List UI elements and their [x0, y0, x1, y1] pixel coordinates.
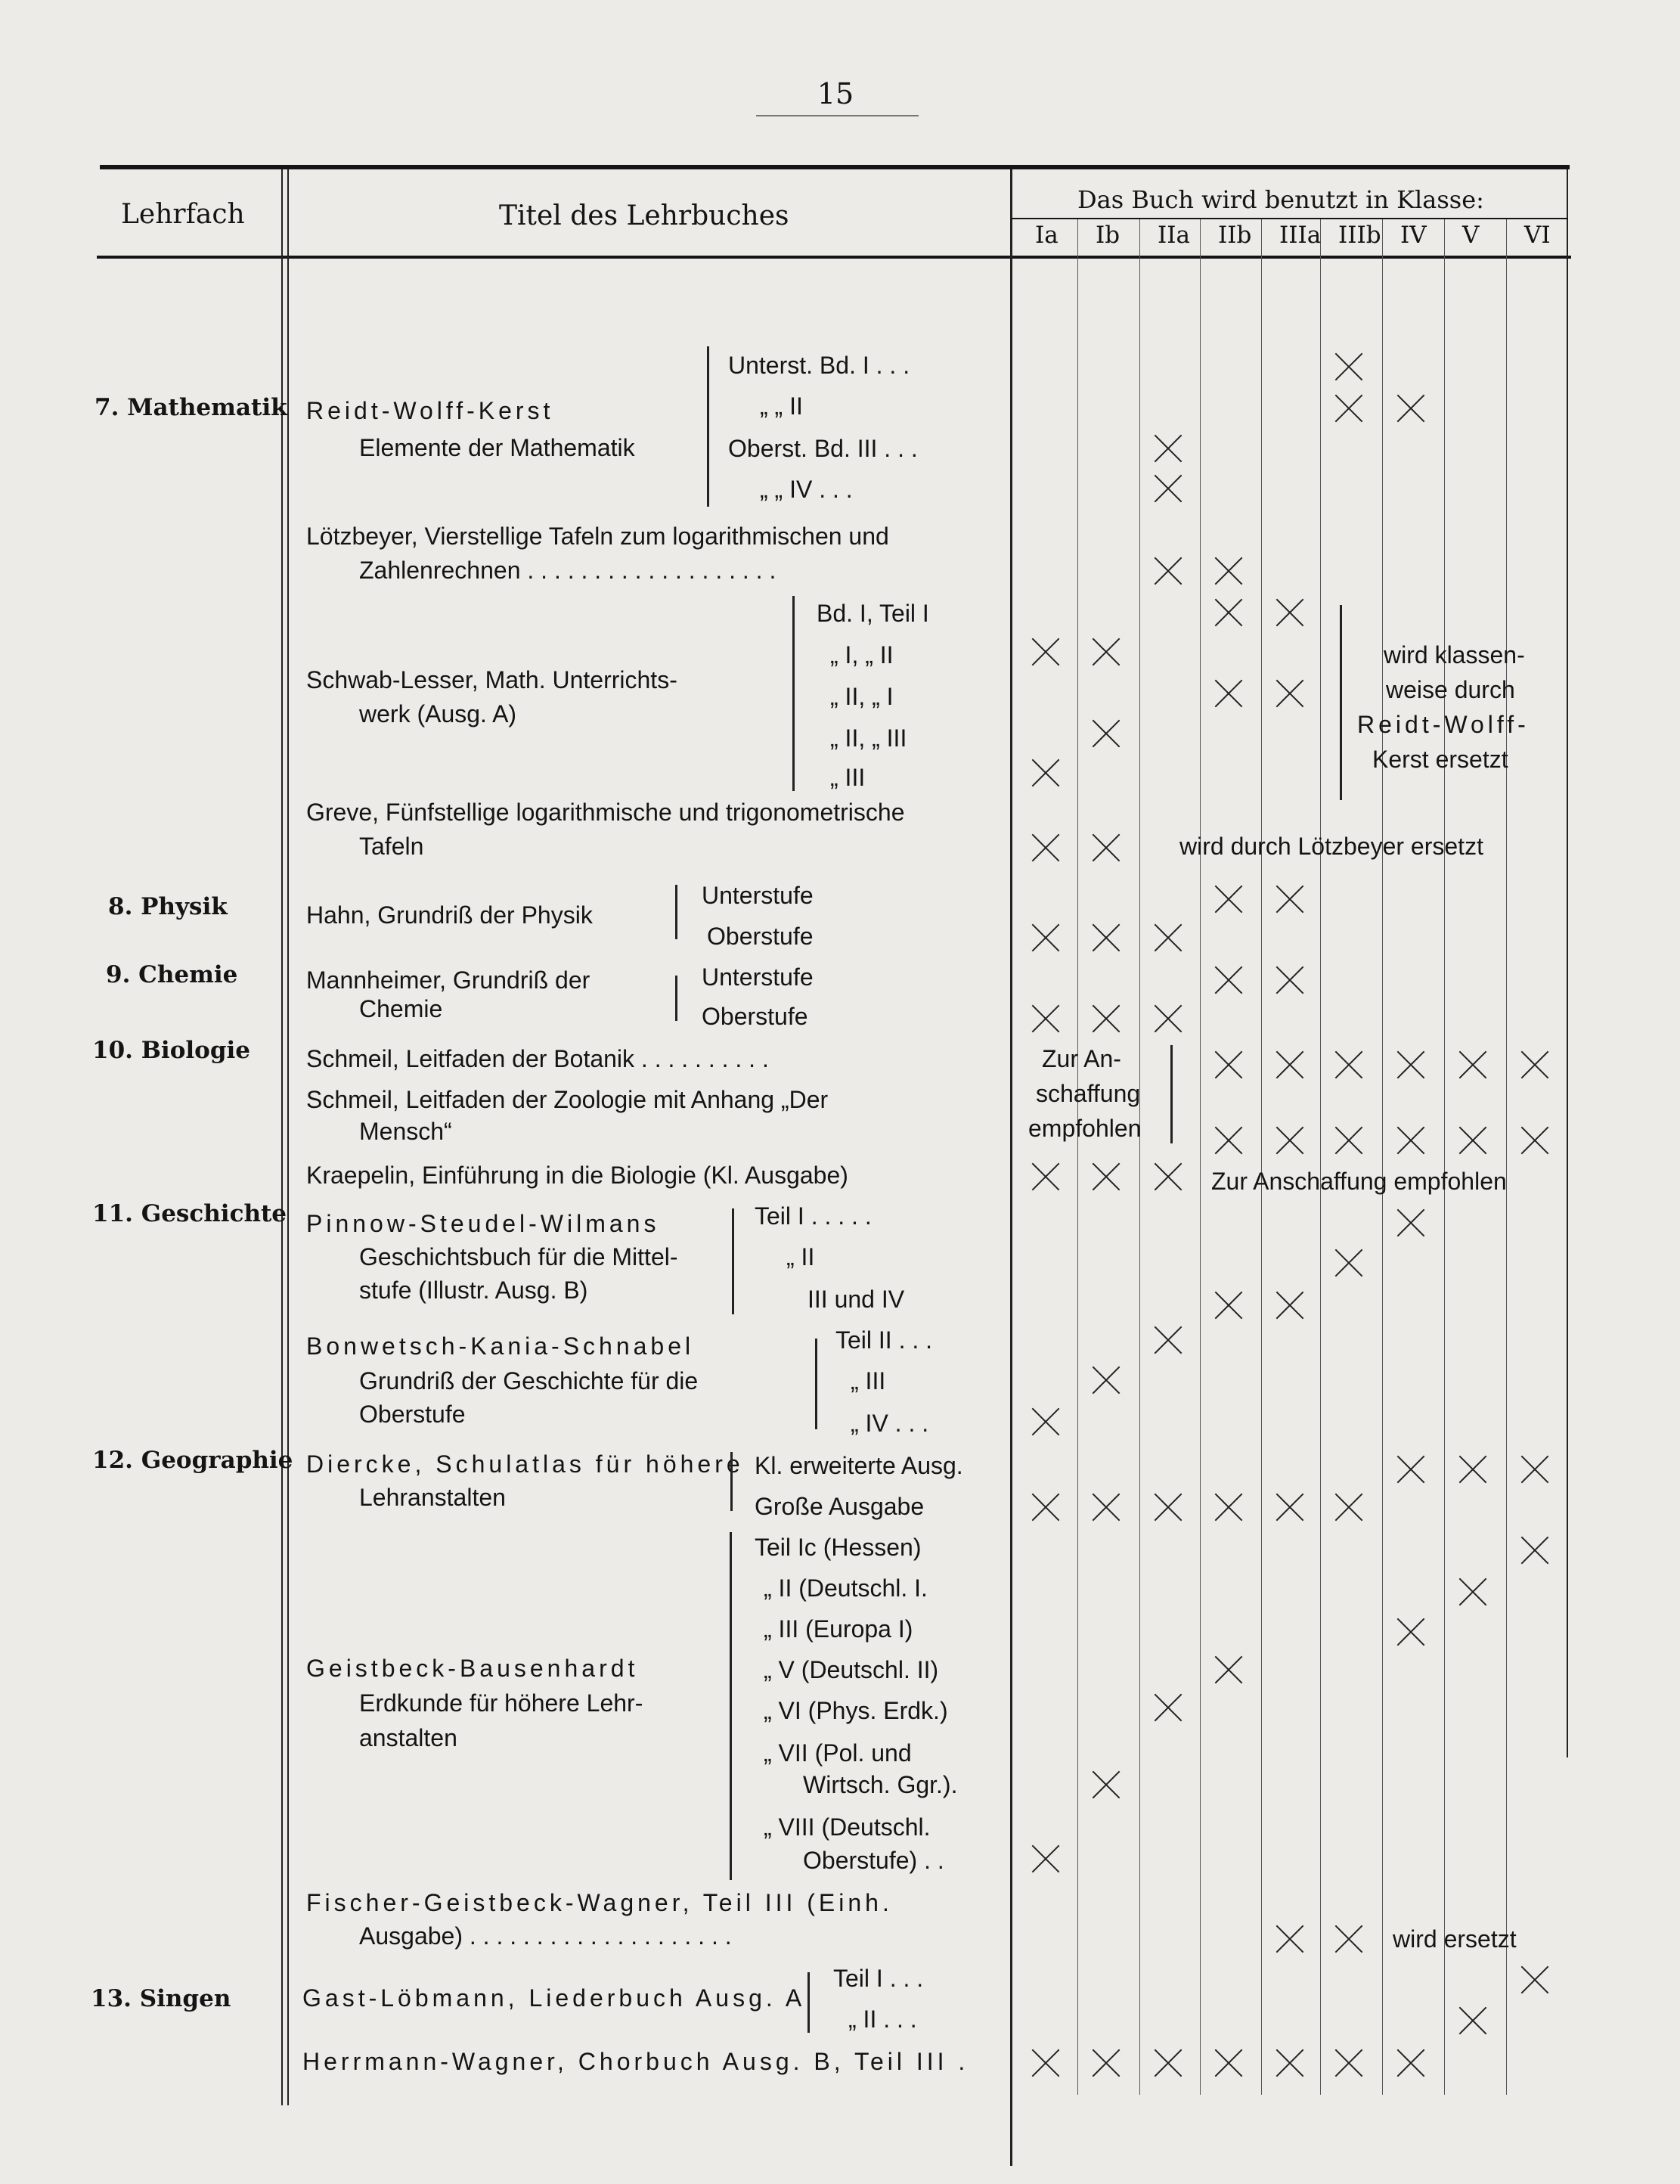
note: Zur An- — [1042, 1045, 1121, 1072]
class-mark — [1091, 2048, 1121, 2078]
class-mark — [1458, 2006, 1488, 2036]
class-mark — [1031, 2048, 1061, 2078]
brace — [732, 1208, 734, 1314]
class-mark — [1031, 1162, 1061, 1192]
class-mark — [1091, 1004, 1121, 1034]
book-part: Teil I . . . — [833, 1965, 924, 1992]
class-mark — [1091, 833, 1121, 863]
class-column-rule — [1200, 219, 1201, 2095]
class-label-VI: VI — [1524, 222, 1551, 249]
book-title: Zahlenrechnen . . . . . . . . . . . . . . . . . . . — [359, 557, 776, 584]
book-part: „ II (Deutschl. I. — [764, 1574, 928, 1602]
page-number-rule — [756, 115, 919, 116]
class-mark — [1214, 1492, 1244, 1522]
book-title: anstalten — [359, 1724, 457, 1751]
class-mark — [1214, 1050, 1244, 1080]
class-mark — [1520, 1050, 1550, 1080]
book-part: „ „ IV . . . — [760, 476, 853, 503]
note: Zur Anschaffung empfohlen — [1211, 1168, 1507, 1195]
class-mark — [1091, 637, 1121, 667]
class-mark — [1153, 1162, 1183, 1192]
book-part: „ II . . . — [848, 2006, 917, 2033]
brace — [675, 885, 677, 939]
book-part: Kl. erweiterte Ausg. — [755, 1452, 963, 1479]
book-title: Geistbeck-Bausenhardt — [306, 1655, 639, 1682]
class-mark — [1520, 1125, 1550, 1156]
class-mark — [1214, 1290, 1244, 1320]
brace — [1332, 605, 1342, 800]
class-mark — [1091, 1365, 1121, 1395]
header-bottom-rule — [97, 256, 1571, 259]
class-column-rule — [1320, 219, 1321, 2095]
book-title: Geschichtsbuch für die Mittel- — [359, 1243, 678, 1270]
subject-singing: 13. Singen — [91, 1985, 231, 2012]
class-mark — [1275, 1290, 1305, 1320]
book-title: Elemente der Mathematik — [359, 434, 635, 461]
note: empfohlen — [1028, 1115, 1142, 1142]
class-mark — [1091, 1162, 1121, 1192]
brace — [707, 346, 709, 507]
class-mark — [1396, 2048, 1426, 2078]
class-mark — [1153, 1692, 1183, 1723]
book-part: „ VI (Phys. Erdk.) — [764, 1697, 948, 1724]
class-mark — [1214, 884, 1244, 914]
subject-math: 7. Mathematik — [95, 394, 287, 421]
class-column-rule — [1506, 219, 1507, 2095]
class-label-V: V — [1462, 222, 1480, 249]
class-mark — [1334, 1924, 1364, 1954]
book-title: werk (Ausg. A) — [359, 700, 517, 727]
book-part: Große Ausgabe — [755, 1493, 925, 1520]
class-label-IIa: IIa — [1158, 222, 1190, 249]
class-mark — [1396, 1208, 1426, 1238]
class-column-rule — [1139, 219, 1140, 2095]
brace — [815, 1339, 817, 1429]
class-mark — [1214, 1655, 1244, 1685]
brace — [1163, 1045, 1173, 1143]
note: Reidt-Wolff- — [1357, 711, 1530, 738]
class-mark — [1520, 1535, 1550, 1565]
class-mark — [1031, 923, 1061, 953]
table-top-rule — [100, 165, 1570, 169]
book-part: „ I, „ II — [830, 641, 894, 669]
book-part: Oberst. Bd. III . . . — [728, 435, 918, 462]
subject-geography: 12. Geographie — [92, 1447, 293, 1474]
class-mark — [1153, 923, 1183, 953]
book-title: Herrmann-Wagner, Chorbuch Ausg. B, Teil III . — [302, 2048, 969, 2075]
book-part: „ III — [851, 1367, 886, 1394]
column-rule — [1567, 169, 1568, 1757]
header-subject: Lehrfach — [121, 199, 245, 230]
class-mark — [1458, 1050, 1488, 1080]
class-mark — [1334, 1125, 1364, 1156]
book-part: „ VII (Pol. und — [764, 1739, 912, 1767]
class-mark — [1214, 965, 1244, 995]
class-mark — [1334, 1050, 1364, 1080]
column-rule — [287, 169, 289, 2105]
class-mark — [1396, 393, 1426, 423]
book-title: Greve, Fünfstellige logarithmische und trigonometrische — [306, 799, 905, 826]
class-mark — [1334, 1248, 1364, 1278]
class-mark — [1031, 758, 1061, 788]
note: wird durch Lötzbeyer ersetzt — [1179, 833, 1483, 860]
book-title: Grundriß der Geschichte für die — [359, 1367, 699, 1394]
class-mark — [1091, 1492, 1121, 1522]
class-mark — [1275, 1924, 1305, 1954]
class-mark — [1091, 718, 1121, 749]
class-column-rule — [1261, 219, 1262, 2095]
book-title: Reidt-Wolff-Kerst — [306, 397, 554, 424]
class-mark — [1275, 965, 1305, 995]
class-mark — [1031, 637, 1061, 667]
note: Kerst ersetzt — [1372, 746, 1508, 773]
class-mark — [1396, 1617, 1426, 1647]
book-title: Oberstufe — [359, 1401, 466, 1428]
class-mark — [1275, 884, 1305, 914]
class-mark — [1275, 1125, 1305, 1156]
class-label-IIIa: IIIa — [1279, 222, 1322, 249]
brace — [792, 596, 795, 791]
class-column-rule — [1077, 219, 1078, 2095]
class-mark — [1214, 2048, 1244, 2078]
book-title: Schmeil, Leitfaden der Zoologie mit Anhang „Der — [306, 1086, 829, 1113]
book-title: Pinnow-Steudel-Wilmans — [306, 1210, 660, 1237]
book-part: „ IV . . . — [851, 1410, 929, 1437]
class-mark — [1091, 923, 1121, 953]
book-part: „ III — [830, 764, 866, 791]
class-mark — [1520, 1965, 1550, 1995]
book-part: Bd. I, Teil I — [817, 600, 929, 627]
class-mark — [1520, 1454, 1550, 1484]
note: wird ersetzt — [1393, 1925, 1517, 1953]
book-title: stufe (Illustr. Ausg. B) — [359, 1277, 588, 1304]
class-mark — [1031, 1004, 1061, 1034]
book-title: Lötzbeyer, Vierstellige Tafeln zum logarithmischen und — [306, 523, 889, 550]
class-column-rule — [1382, 219, 1383, 2095]
book-part: Oberstufe — [707, 923, 814, 950]
subject-history: 11. Geschichte — [92, 1200, 287, 1227]
book-part: „ VIII (Deutschl. — [764, 1813, 931, 1841]
class-label-IIIb: IIIb — [1338, 222, 1381, 249]
book-part: „ II, „ I — [830, 683, 894, 710]
class-mark — [1275, 678, 1305, 709]
book-title: Chemie — [359, 995, 443, 1022]
class-mark — [1334, 352, 1364, 382]
book-part: Unterstufe — [702, 963, 814, 991]
class-label-Ib: Ib — [1096, 222, 1121, 249]
book-title: Gast-Löbmann, Liederbuch Ausg. A — [302, 1984, 806, 2012]
class-label-IV: IV — [1400, 222, 1427, 249]
book-part: Unterst. Bd. I . . . — [728, 352, 910, 379]
book-part: „ II — [786, 1243, 815, 1270]
subject-chemistry: 9. Chemie — [106, 961, 238, 988]
class-header-rule — [1012, 218, 1568, 219]
book-part: Teil II . . . — [835, 1326, 933, 1354]
class-mark — [1153, 473, 1183, 504]
book-title: Tafeln — [359, 833, 424, 860]
book-title: Kraepelin, Einführung in die Biologie (Kl. Ausgabe) — [306, 1162, 848, 1189]
class-mark — [1153, 556, 1183, 586]
class-mark — [1334, 1492, 1364, 1522]
class-mark — [1153, 1325, 1183, 1355]
class-mark — [1214, 678, 1244, 709]
book-title: Lehranstalten — [359, 1484, 506, 1511]
book-part: „ V (Deutschl. II) — [764, 1656, 939, 1683]
book-title: Erdkunde für höhere Lehr- — [359, 1689, 643, 1717]
note: wird klassen- — [1384, 641, 1525, 669]
book-part: Teil I . . . . . — [755, 1202, 872, 1230]
class-mark — [1396, 1050, 1426, 1080]
class-mark — [1334, 393, 1364, 423]
class-mark — [1214, 556, 1244, 586]
book-title: Bonwetsch-Kania-Schnabel — [306, 1332, 695, 1360]
class-mark — [1031, 1492, 1061, 1522]
class-mark — [1275, 1492, 1305, 1522]
class-mark — [1031, 1407, 1061, 1437]
book-part: Teil Ic (Hessen) — [755, 1534, 922, 1561]
book-title: Diercke, Schulatlas für höhere — [306, 1450, 744, 1478]
class-label-Ia: Ia — [1035, 222, 1059, 249]
brace — [675, 976, 677, 1021]
class-mark — [1396, 1454, 1426, 1484]
class-mark — [1214, 1125, 1244, 1156]
book-part: Oberstufe — [702, 1003, 808, 1030]
class-label-IIb: IIb — [1218, 222, 1252, 249]
class-mark — [1091, 1770, 1121, 1800]
column-rule — [1010, 169, 1012, 2166]
class-mark — [1458, 1125, 1488, 1156]
book-part: Oberstufe) . . — [803, 1847, 944, 1874]
header-title: Titel des Lehrbuches — [499, 200, 789, 231]
class-mark — [1031, 1844, 1061, 1874]
subject-physics: 8. Physik — [108, 893, 228, 920]
class-mark — [1334, 2048, 1364, 2078]
class-mark — [1153, 1004, 1183, 1034]
book-part: „ II, „ III — [830, 724, 907, 752]
book-title: Schmeil, Leitfaden der Botanik . . . . . . . . . . — [306, 1045, 769, 1072]
book-title: Ausgabe) . . . . . . . . . . . . . . . . . . . . — [359, 1922, 732, 1950]
brace — [730, 1532, 732, 1880]
class-mark — [1275, 2048, 1305, 2078]
class-mark — [1275, 597, 1305, 628]
brace — [807, 1972, 810, 2033]
class-mark — [1031, 833, 1061, 863]
brace — [730, 1452, 733, 1511]
class-mark — [1153, 433, 1183, 464]
book-part: Wirtsch. Ggr.). — [803, 1771, 958, 1798]
class-column-rule — [1444, 219, 1445, 2095]
class-mark — [1153, 2048, 1183, 2078]
header-classes: Das Buch wird benutzt in Klasse: — [1077, 185, 1484, 214]
book-part: Unterstufe — [702, 882, 814, 909]
class-mark — [1396, 1125, 1426, 1156]
book-title: Mannheimer, Grundriß der — [306, 966, 590, 994]
book-title: Mensch“ — [359, 1118, 452, 1145]
book-part: „ III (Europa I) — [764, 1615, 913, 1643]
book-title: Hahn, Grundriß der Physik — [306, 901, 593, 929]
note: schaffung — [1036, 1080, 1141, 1107]
book-part: III und IV — [807, 1286, 905, 1313]
note: weise durch — [1386, 676, 1515, 703]
subject-biology: 10. Biologie — [92, 1037, 251, 1064]
class-mark — [1153, 1492, 1183, 1522]
class-mark — [1458, 1577, 1488, 1607]
class-mark — [1275, 1050, 1305, 1080]
class-mark — [1458, 1454, 1488, 1484]
page-number: 15 — [817, 77, 854, 110]
class-mark — [1214, 597, 1244, 628]
book-title: Schwab-Lesser, Math. Unterrichts- — [306, 666, 677, 693]
column-rule — [281, 169, 283, 2105]
book-part: „ „ II — [760, 392, 803, 420]
book-title: Fischer-Geistbeck-Wagner, Teil III (Einh. — [306, 1889, 893, 1916]
